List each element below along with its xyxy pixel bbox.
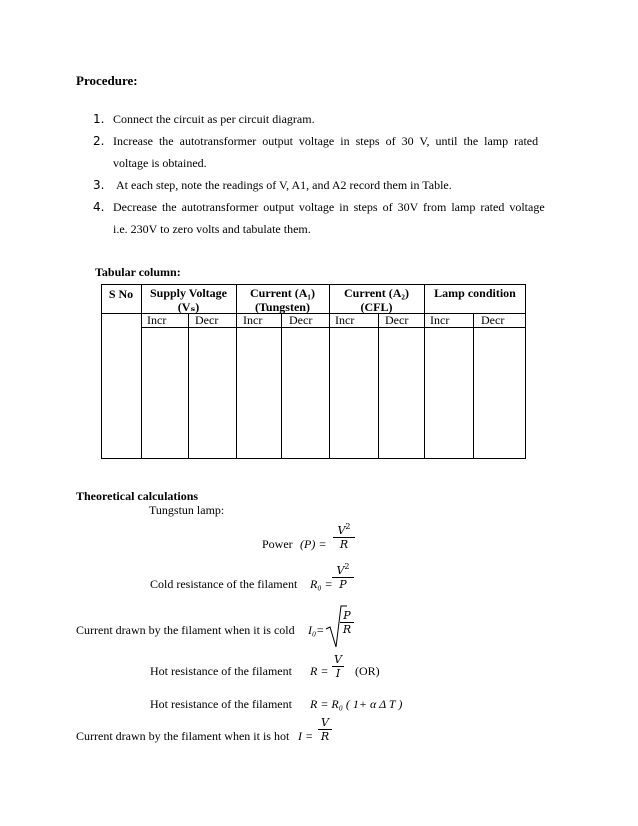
- hot-resistance2-label: Hot resistance of the filament: [150, 697, 292, 711]
- hot-current-label: Current drawn by the filament when it is hot: [76, 729, 290, 743]
- col-header-supply-voltage: Supply Voltage (Vₛ): [149, 286, 228, 314]
- theory-subheading: Tungstun lamp:: [149, 503, 225, 517]
- step-number: 3.: [93, 178, 105, 192]
- cold-current-fraction: P R: [340, 609, 354, 636]
- col-header-sno: S No: [108, 287, 134, 301]
- step-text: Connect the circuit as per circuit diagram.: [113, 112, 315, 126]
- subheader-incr: Incr: [147, 313, 167, 327]
- hot-resistance2-formula: R = R₀ ( 1+ α Δ T ): [310, 697, 403, 711]
- subheader-incr: Incr: [243, 313, 263, 327]
- theory-heading: Theoretical calculations: [76, 489, 199, 503]
- hot-resistance-fraction: V I: [332, 653, 344, 680]
- step-number: 4.: [93, 200, 105, 214]
- step-text: voltage is obtained.: [113, 156, 207, 170]
- subheader-incr: Incr: [335, 313, 355, 327]
- hot-current-fraction: V R: [318, 716, 332, 743]
- step-text: Decrease the autotransformer output voltage in steps of 30V from lamp rated voltage: [113, 200, 545, 214]
- cold-resistance-var: R₀ =: [310, 577, 333, 591]
- col-header-lamp-condition: Lamp condition: [434, 286, 516, 300]
- subheader-decr: Decr: [289, 313, 313, 327]
- readings-table: [101, 284, 526, 459]
- step-text: i.e. 230V to zero volts and tabulate them.: [113, 222, 311, 236]
- cold-resistance-fraction: $V^2$ P: [332, 562, 354, 591]
- col-header-current-a1: Current (A₁) (Tungsten): [249, 286, 316, 314]
- hot-resistance-label: Hot resistance of the filament: [150, 664, 292, 678]
- hot-resistance-var: R =: [310, 664, 329, 678]
- col-header-current-a2: Current (A₂) (CFL): [343, 286, 410, 314]
- step-text: At each step, note the readings of V, A1, and A2 record them in Table.: [116, 178, 452, 192]
- cold-current-label: Current drawn by the filament when it is cold: [76, 623, 295, 637]
- cold-resistance-label: Cold resistance of the filament: [150, 577, 298, 591]
- power-label: Power: [262, 537, 293, 551]
- tabular-heading: Tabular column:: [95, 265, 181, 279]
- step-number: 1.: [93, 112, 105, 126]
- hot-current-var: I =: [298, 729, 314, 743]
- subheader-decr: Decr: [385, 313, 409, 327]
- power-var: (P) =: [300, 537, 327, 551]
- procedure-heading: Procedure:: [76, 73, 138, 88]
- subheader-incr: Incr: [430, 313, 450, 327]
- or-text: (OR): [355, 664, 380, 678]
- power-fraction: $V^2$ R: [333, 522, 355, 551]
- step-number: 2.: [93, 134, 105, 148]
- step-text: Increase the autotransformer output voltage in steps of 30 V, until the lamp rated: [113, 134, 539, 148]
- cold-current-var: I₀=: [308, 623, 325, 637]
- subheader-decr: Decr: [195, 313, 219, 327]
- subheader-decr: Decr: [481, 313, 505, 327]
